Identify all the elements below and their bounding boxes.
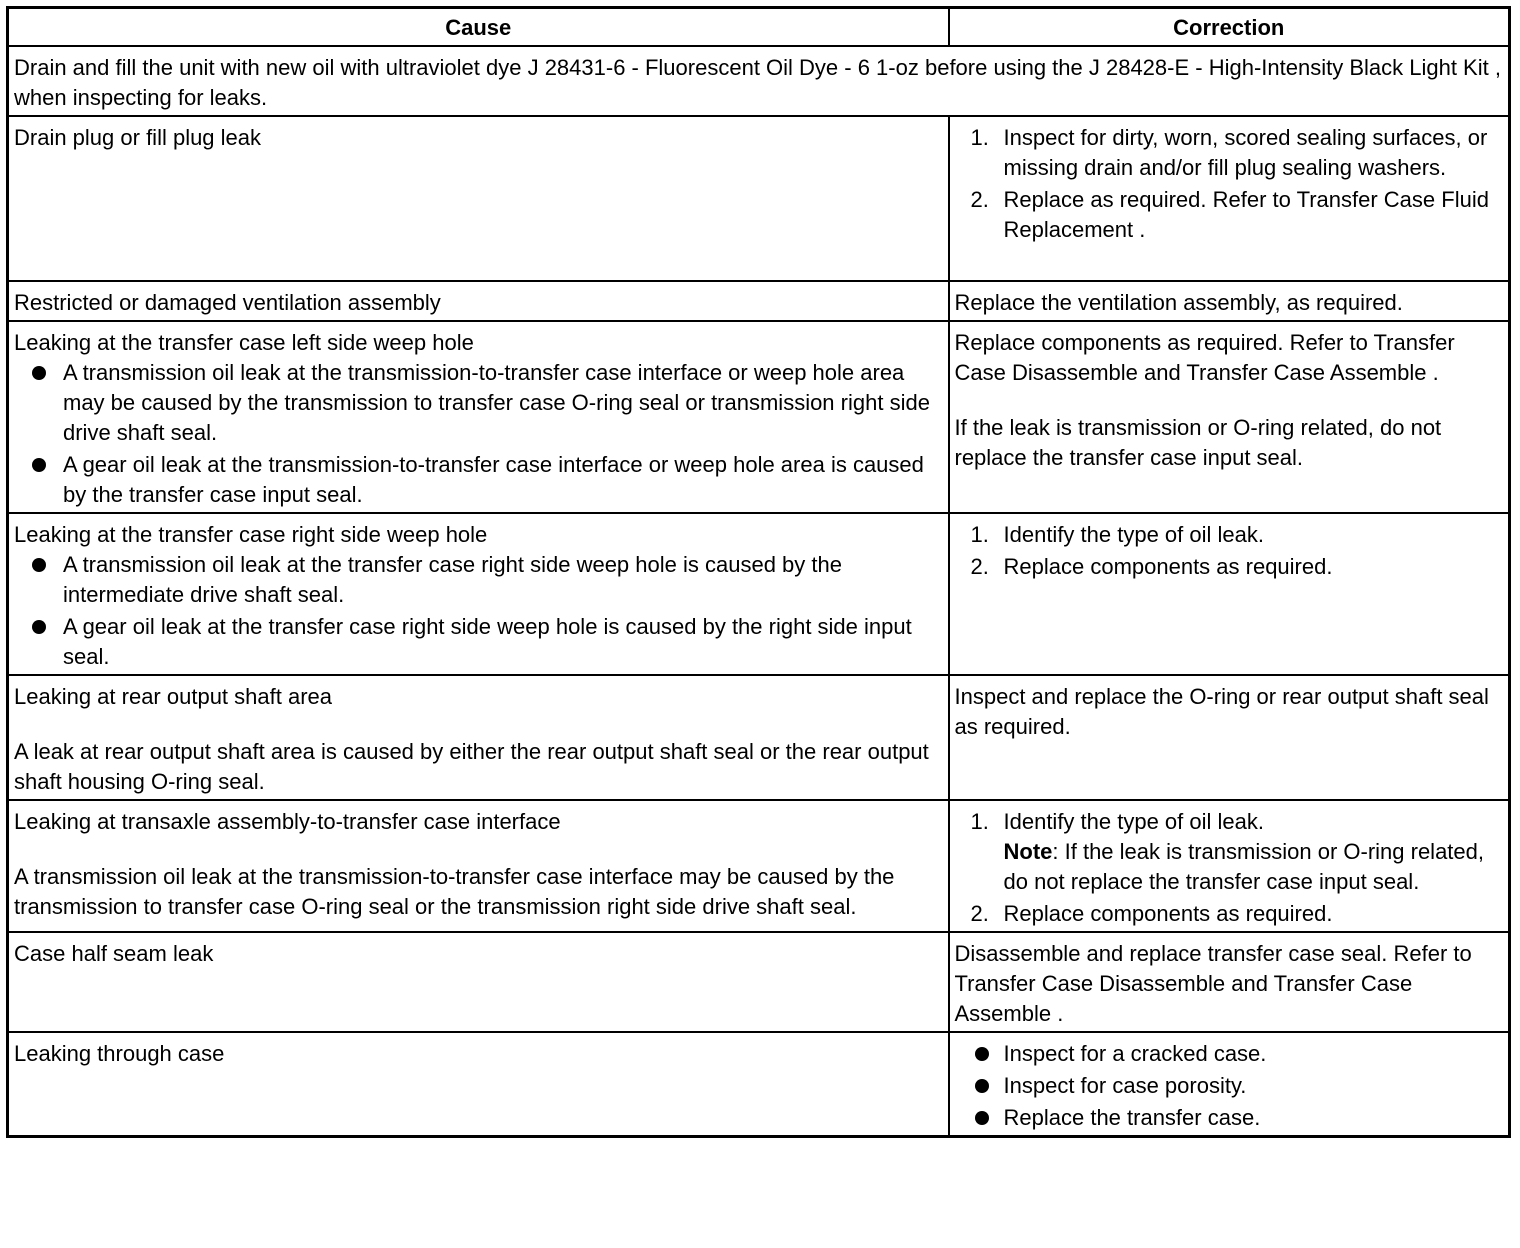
correction-text: Replace the ventilation assembly, as required. <box>954 290 1403 315</box>
cause-cell <box>8 116 949 281</box>
diagnostic-table <box>6 6 1511 1138</box>
bullet-icon <box>975 1047 989 1061</box>
list-item: 1. Inspect for dirty, worn, scored sealing surfaces, or missing drain and/or fill plug sealing washers. <box>970 125 1488 180</box>
cause-cell <box>8 281 949 321</box>
steps-list <box>955 807 1505 929</box>
list-item <box>955 1071 1505 1101</box>
bullet-text: A gear oil leak at the transfer case right side weep hole is caused by the right side input seal. <box>63 614 912 669</box>
list-item <box>955 1039 1505 1069</box>
table-row <box>8 513 1510 675</box>
table-row <box>8 281 1510 321</box>
table-row <box>8 932 1510 1032</box>
step-text: Inspect for dirty, worn, scored sealing surfaces, or missing drain and/or fill plug sealing washers. <box>1003 125 1488 180</box>
cause-text: Leaking at transaxle assembly-to-transfer case interface <box>14 809 561 834</box>
cause-text: Leaking through case <box>14 1041 225 1066</box>
list-item: 2. Replace components as required. <box>970 554 1333 579</box>
correction-text: Inspect and replace the O-ring or rear output shaft seal as required. <box>954 684 1489 739</box>
intro-row <box>8 46 1510 116</box>
correction-text: Disassemble and replace transfer case seal. Refer to Transfer Case Disassemble and Transfer Case Assemble . <box>954 941 1472 1026</box>
bullet-text: A gear oil leak at the transmission-to-transfer case interface or weep hole area is caused by the transfer case input seal. <box>63 452 924 507</box>
correction-cell <box>949 1032 1510 1137</box>
bullet-icon <box>975 1079 989 1093</box>
step-text: Identify the type of oil leak. <box>1003 522 1264 547</box>
cause-text: Leaking at the transfer case right side weep hole <box>14 522 488 547</box>
cause-cell <box>8 675 949 800</box>
cause-header: Cause <box>8 8 949 47</box>
bullet-icon <box>32 458 46 472</box>
step-text: Replace components as required. <box>1003 554 1333 579</box>
list-item <box>14 612 944 672</box>
intro-text: Drain and fill the unit with new oil with ultraviolet dye J 28431-6 - Fluorescent Oil Dye - 6 1-oz before using the J 28428-E - High-Intensity Black Light Kit , when inspecting for leaks. <box>8 46 1510 116</box>
list-item <box>955 1103 1505 1133</box>
correction-cell <box>949 116 1510 281</box>
cause-bullets <box>14 550 944 672</box>
cause-text: Restricted or damaged ventilation assembly <box>14 290 441 315</box>
table-row <box>8 321 1510 513</box>
list-item <box>14 358 944 448</box>
bullet-icon <box>32 620 46 634</box>
bullet-icon <box>32 366 46 380</box>
steps-list <box>955 520 1505 582</box>
cause-text: Leaking at the transfer case left side weep hole <box>14 330 474 355</box>
table-row <box>8 675 1510 800</box>
list-item: 1. Identify the type of oil leak. Note: If the leak is transmission or O-ring related, do not replace the transfer case input seal. <box>970 809 1485 894</box>
cause-text: Case half seam leak <box>14 941 214 966</box>
list-item: 2. Replace as required. Refer to Transfer Case Fluid Replacement . <box>970 187 1489 242</box>
correction-text: Replace components as required. Refer to Transfer Case Disassemble and Transfer Case Assemble . <box>954 330 1455 385</box>
bullet-text: Replace the transfer case. <box>1003 1105 1261 1130</box>
bullet-text: Inspect for a cracked case. <box>1003 1041 1267 1066</box>
correction-cell <box>949 281 1510 321</box>
cause-cell <box>8 1032 949 1137</box>
bullet-icon <box>975 1111 989 1125</box>
cause-text-2: A leak at rear output shaft area is caused by either the rear output shaft seal or the rear output shaft housing O-ring seal. <box>14 739 929 794</box>
list-item: 2. Replace components as required. <box>970 901 1333 926</box>
cause-bullets <box>14 358 944 510</box>
bullet-text: A transmission oil leak at the transmission-to-transfer case interface or weep hole area may be caused by the transmission to transfer case O-ring seal or transmission right side drive shaft seal. <box>63 360 930 445</box>
bullet-text: Inspect for case porosity. <box>1003 1073 1247 1098</box>
correction-cell <box>949 800 1510 932</box>
header-row <box>8 8 1510 47</box>
correction-cell <box>949 321 1510 513</box>
correction-cell <box>949 513 1510 675</box>
bullet-icon <box>32 558 46 572</box>
table-row <box>8 800 1510 932</box>
cause-text: Drain plug or fill plug leak <box>14 125 262 150</box>
step-text: Identify the type of oil leak. <box>1003 809 1264 834</box>
cause-cell <box>8 513 949 675</box>
list-item <box>14 450 944 510</box>
table-row <box>8 1032 1510 1137</box>
cause-cell <box>8 321 949 513</box>
correction-header: Correction <box>949 8 1510 47</box>
cause-text-2: A transmission oil leak at the transmission-to-transfer case interface may be caused by the transmission to transfer case O-ring seal or the transmission right side drive shaft seal. <box>14 864 895 919</box>
note-label: Note <box>1003 839 1053 864</box>
cause-cell <box>8 800 949 932</box>
correction-text-2: If the leak is transmission or O-ring related, do not replace the transfer case input seal. <box>954 415 1442 470</box>
note-text: : If the leak is transmission or O-ring related, do not replace the transfer case input seal. <box>1003 839 1485 894</box>
correction-cell <box>949 675 1510 800</box>
table-row <box>8 116 1510 281</box>
cause-cell <box>8 932 949 1032</box>
list-item: 1. Identify the type of oil leak. <box>970 522 1264 547</box>
correction-bullets <box>955 1039 1505 1133</box>
list-item <box>14 550 944 610</box>
bullet-text: A transmission oil leak at the transfer case right side weep hole is caused by the intermediate drive shaft seal. <box>63 552 842 607</box>
step-text: Replace as required. Refer to Transfer Case Fluid Replacement . <box>1003 187 1489 242</box>
correction-cell <box>949 932 1510 1032</box>
cause-text: Leaking at rear output shaft area <box>14 684 332 709</box>
steps-list <box>955 123 1505 245</box>
step-text: Replace components as required. <box>1003 901 1333 926</box>
